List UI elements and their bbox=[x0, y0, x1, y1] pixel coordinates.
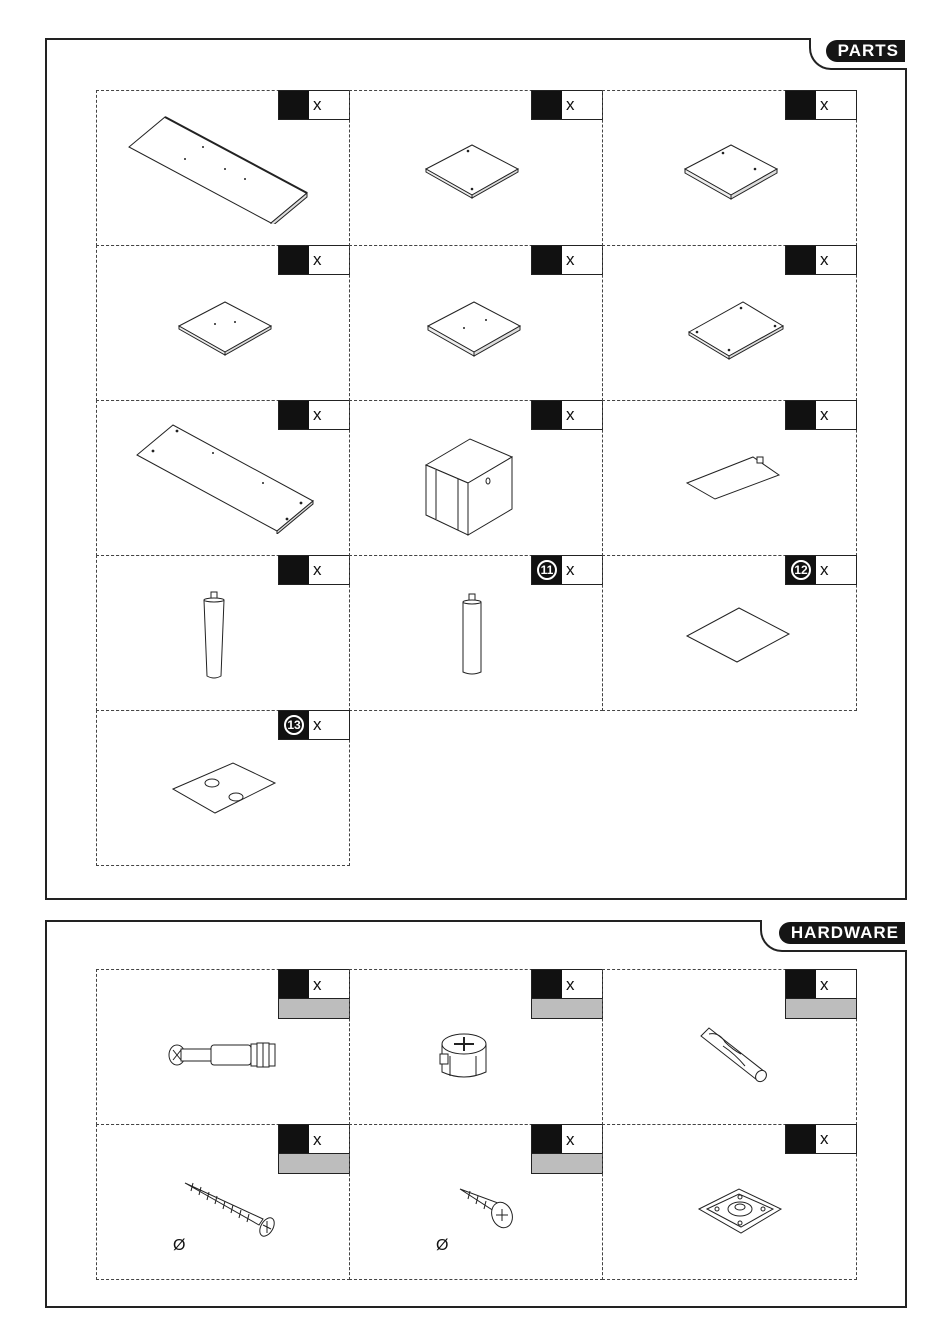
quantity-x: x bbox=[820, 1129, 829, 1148]
hardware-letter bbox=[279, 1125, 309, 1154]
cam-bolt-icon bbox=[167, 1038, 283, 1072]
diameter-symbol: Ø bbox=[173, 1237, 186, 1254]
hardware-tab bbox=[762, 920, 907, 948]
hardware-letter bbox=[279, 970, 309, 999]
quantity-x: x bbox=[820, 95, 829, 114]
tapered-leg-icon bbox=[201, 590, 227, 682]
hardware-letter bbox=[532, 1125, 562, 1154]
diameter-symbol: Ø bbox=[436, 1237, 449, 1254]
quantity-x: x bbox=[313, 405, 322, 424]
part-number bbox=[279, 556, 309, 584]
parts-title: PARTS bbox=[826, 40, 905, 62]
part-badge bbox=[278, 245, 350, 275]
quantity-x: x bbox=[566, 250, 575, 269]
long-panel-icon bbox=[133, 419, 323, 534]
quantity-x: x bbox=[313, 560, 322, 579]
quantity-x: x bbox=[566, 560, 575, 579]
part-badge bbox=[531, 245, 603, 275]
part-badge bbox=[531, 555, 603, 585]
long-screw-icon bbox=[183, 1179, 279, 1243]
part-number-circled: 13 bbox=[284, 715, 304, 735]
part-number bbox=[786, 91, 816, 119]
part-number bbox=[532, 401, 562, 429]
part-cell-9 bbox=[602, 400, 857, 556]
part-badge bbox=[785, 400, 857, 430]
part-cell-3 bbox=[602, 90, 857, 246]
part-number bbox=[786, 401, 816, 429]
square-panel-icon bbox=[681, 141, 781, 201]
hardware-code bbox=[532, 998, 602, 1018]
part-badge bbox=[278, 555, 350, 585]
round-leg-icon bbox=[460, 592, 484, 678]
part-cell-12 bbox=[602, 555, 857, 711]
quantity-x: x bbox=[313, 250, 322, 269]
hardware-badge bbox=[785, 969, 857, 1019]
part-number bbox=[279, 711, 309, 739]
hardware-code bbox=[279, 1153, 349, 1173]
square-panel-icon bbox=[424, 298, 524, 358]
hardware-code bbox=[532, 1153, 602, 1173]
hardware-code bbox=[786, 998, 856, 1018]
hardware-code bbox=[279, 998, 349, 1018]
pad-with-holes-icon bbox=[169, 757, 279, 823]
part-badge bbox=[278, 710, 350, 740]
quantity-x: x bbox=[313, 95, 322, 114]
fabric-bin-icon bbox=[422, 435, 518, 539]
part-badge bbox=[785, 245, 857, 275]
part-cell-10 bbox=[96, 555, 350, 711]
hardware-badge bbox=[531, 969, 603, 1019]
part-badge bbox=[785, 555, 857, 585]
part-badge bbox=[785, 90, 857, 120]
hardware-letter bbox=[786, 970, 816, 999]
quantity-x: x bbox=[820, 405, 829, 424]
wood-dowel-icon bbox=[695, 1026, 775, 1090]
quantity-x: x bbox=[820, 250, 829, 269]
part-number-circled: 12 bbox=[791, 560, 811, 580]
part-cell-8 bbox=[349, 400, 603, 556]
hardware-cell-1 bbox=[96, 969, 350, 1125]
quantity-x: x bbox=[566, 95, 575, 114]
part-badge bbox=[531, 400, 603, 430]
part-cell-1 bbox=[96, 90, 350, 246]
hardware-badge bbox=[785, 1124, 857, 1154]
quantity-x: x bbox=[566, 975, 575, 994]
quantity-x: x bbox=[313, 1130, 322, 1149]
part-cell-2 bbox=[349, 90, 603, 246]
thin-board-icon bbox=[683, 453, 783, 503]
hardware-letter bbox=[532, 970, 562, 999]
parts-tab bbox=[811, 38, 907, 66]
quantity-x: x bbox=[566, 405, 575, 424]
hardware-badge bbox=[278, 969, 350, 1019]
quantity-x: x bbox=[820, 975, 829, 994]
hardware-cell-2 bbox=[349, 969, 603, 1125]
part-number bbox=[532, 91, 562, 119]
hardware-cell-6 bbox=[602, 1124, 857, 1280]
part-cell-11 bbox=[349, 555, 603, 711]
part-cell-5 bbox=[349, 245, 603, 401]
hardware-cell-5 bbox=[349, 1124, 603, 1280]
hardware-cell-4 bbox=[96, 1124, 350, 1280]
hardware-badge bbox=[278, 1124, 350, 1174]
leg-plate-icon bbox=[695, 1185, 785, 1237]
quantity-x: x bbox=[820, 560, 829, 579]
square-panel-icon bbox=[685, 298, 785, 364]
part-number bbox=[279, 246, 309, 274]
quantity-x: x bbox=[313, 715, 322, 734]
part-number bbox=[786, 246, 816, 274]
part-number-circled: 11 bbox=[537, 560, 557, 580]
part-cell-13 bbox=[96, 710, 350, 866]
long-panel-icon bbox=[125, 109, 315, 224]
part-cell-7 bbox=[96, 400, 350, 556]
part-number bbox=[786, 556, 816, 584]
hardware-cell-3 bbox=[602, 969, 857, 1125]
part-number bbox=[532, 556, 562, 584]
part-number bbox=[532, 246, 562, 274]
flat-sheet-icon bbox=[683, 604, 793, 668]
hardware-badge bbox=[531, 1124, 603, 1174]
square-panel-icon bbox=[175, 298, 275, 358]
cam-lock-icon bbox=[436, 1026, 492, 1084]
quantity-x: x bbox=[566, 1130, 575, 1149]
hardware-title: HARDWARE bbox=[779, 922, 905, 944]
part-cell-6 bbox=[602, 245, 857, 401]
part-badge bbox=[531, 90, 603, 120]
square-panel-icon bbox=[422, 141, 522, 201]
hardware-letter bbox=[786, 1125, 816, 1153]
short-screw-icon bbox=[458, 1185, 518, 1233]
quantity-x: x bbox=[313, 975, 322, 994]
part-cell-4 bbox=[96, 245, 350, 401]
